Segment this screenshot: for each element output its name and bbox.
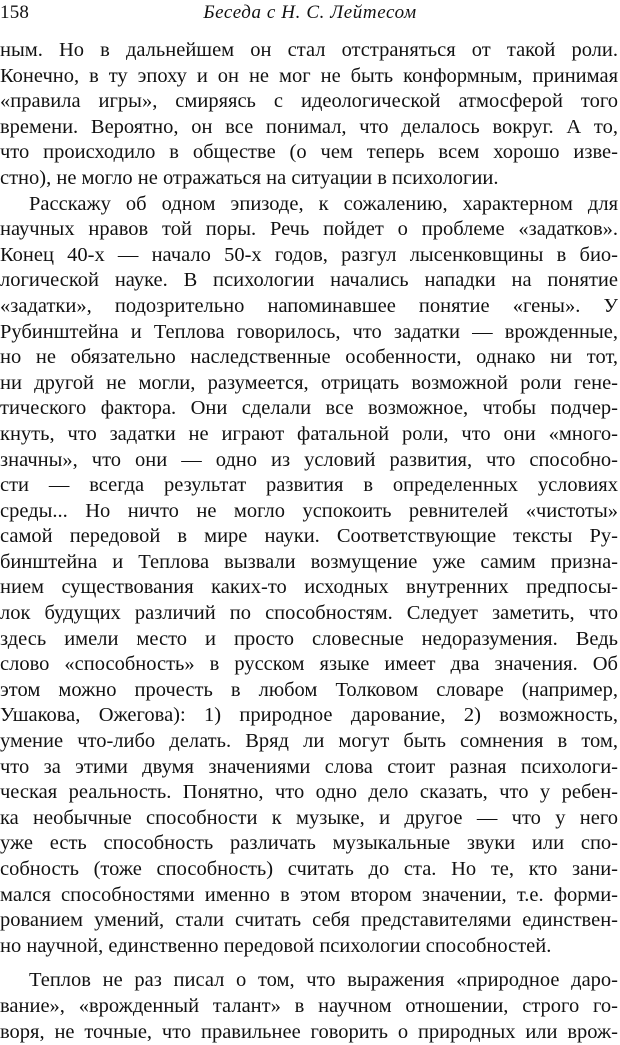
page-number: 158: [0, 2, 30, 23]
text-line: кнуть, что задатки не играют фатальной роли, что они «много-: [0, 422, 618, 445]
text-line: среды... Но ничто не могло успокоить ревнителей «чистоты»: [0, 499, 618, 522]
text-line: «правила игры», смиряясь с идеологической атмосферой того: [0, 90, 618, 113]
text-line: рованием умений, стали считать себя представителями единствен-: [0, 909, 618, 932]
page-header: [0, 2, 620, 30]
paragraph: [0, 192, 618, 960]
text-line: вание», «врожденный талант» в научном отношении, строго го-: [0, 994, 618, 1017]
text-line: здесь имели место и просто словесные недоразумения. Ведь: [0, 627, 618, 650]
text-line: Расскажу об одном эпизоде, к сожалению, характерном для: [29, 192, 618, 215]
text-line: мался способностями именно в этом втором значении, т.е. форми-: [0, 883, 618, 906]
paragraph: [0, 968, 618, 1045]
text-line: этом можно прочесть в любом Толковом словаре (например,: [0, 678, 618, 701]
text-line: Рубинштейна и Теплова говорилось, что задатки — врожденные,: [0, 320, 618, 343]
text-line: но не обязательно наследственные особенности, однако ни тот,: [0, 346, 618, 369]
text-line: сти — всегда результат развития в определенных условиях: [0, 474, 618, 497]
text-line: но научной, единственно передовой психологии способностей.: [0, 934, 552, 957]
text-line: ка необычные способности к музыке, и другое — что у него: [0, 806, 618, 829]
running-title: Беседа с Н. С. Лейтесом: [203, 2, 417, 23]
text-line: Теплов не раз писал о том, что выражения «природное даро-: [29, 969, 618, 992]
text-line: ным. Но в дальнейшем он стал отстраняться от такой роли.: [0, 39, 618, 61]
text-line: воря, не точные, что правильнее говорить о природных или врож-: [0, 1020, 618, 1043]
text-line: бинштейна и Теплова вызвали возмущение уже самим призна-: [0, 550, 618, 573]
text-line: уже есть способность различать музыкальные звуки или спо-: [0, 832, 618, 855]
text-line: умение что-либо делать. Вряд ли могут быть сомнения в том,: [0, 730, 618, 753]
text-line: времени. Вероятно, он все понимал, что делалось вокруг. А то,: [0, 115, 618, 138]
body-text: [0, 38, 618, 1045]
text-line: что происходило в обществе (о чем теперь всем хорошо изве-: [0, 141, 618, 164]
text-line: лок будущих различий по способностям. Следует заметить, что: [0, 602, 618, 625]
paragraph: [0, 38, 618, 192]
text-line: логической науке. В психологии начались нападки на понятие: [0, 269, 618, 292]
text-line: самой передовой в мире науки. Соответствующие тексты Ру-: [0, 525, 618, 548]
paragraph-gap: [0, 959, 618, 968]
text-line: ни другой не могли, разумеется, отрицать возможной роли генe-: [0, 371, 618, 394]
text-line: слово «способность» в русском языке имеет два значения. Об: [0, 653, 618, 676]
text-line: тического фактора. Они сделали все возможное, чтобы подчер-: [0, 397, 618, 420]
text-line: нием существования каких-то исходных внутренних предпосы-: [0, 576, 618, 599]
text-line: собность (тоже способность) считать до ста. Но те, кто зани-: [0, 858, 618, 880]
text-line: Конечно, в ту эпоху и он не мог не быть конформным, принимая: [0, 64, 618, 87]
text-line: Ушакова, Ожегова): 1) природное дарование, 2) возможность,: [0, 704, 618, 727]
text-line: Конец 40-х — начало 50-х годов, разгул лысенковщины в био-: [0, 243, 618, 266]
text-line: стно), не могло не отражаться на ситуации в психологии.: [0, 166, 499, 189]
text-line: научных нравов той поры. Речь пойдет о проблеме «задатков».: [0, 218, 618, 241]
text-line: «задатки», подозрительно напоминавшее понятие «гены». У: [0, 294, 618, 317]
text-line: что за этими двумя значениями слова стоит разная психологи-: [0, 755, 618, 778]
text-line: значны», что они — одно из условий развития, что способно-: [0, 448, 618, 471]
text-line: ческая реальность. Понятно, что одно дело сказать, что у ребен-: [0, 781, 618, 804]
